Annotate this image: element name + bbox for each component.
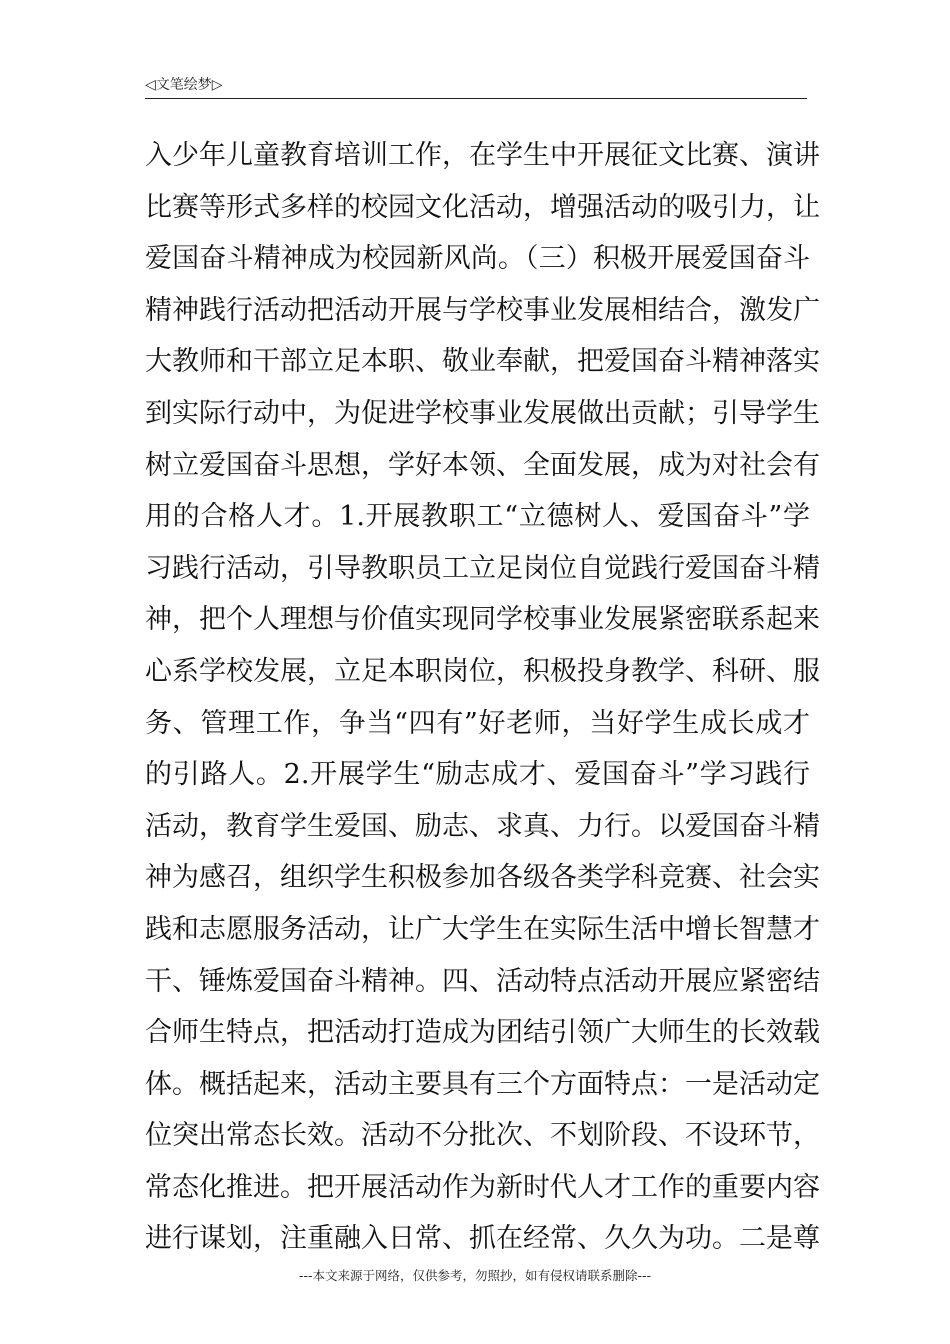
body-line-18: 合师生特点，把活动打造成为团结引领广大师生的长效载 [145,1017,820,1049]
body-line-4: 精神践行活动把活动开展与学校事业发展相结合，激发广 [145,294,820,326]
document-body [145,130,820,1265]
header-title-group [145,76,223,94]
header-title: 文笔绘梦 [155,77,212,93]
body-line-6: 到实际行动中，为促进学校事业发展做出贡献；引导学生 [145,397,820,429]
body-line-19: 体。概括起来，活动主要具有三个方面特点：一是活动定 [145,1068,820,1100]
body-line-5: 大教师和干部立足本职、敬业奉献，把爱国奋斗精神落实 [145,346,820,378]
body-line-2: 比赛等形式多样的校园文化活动，增强活动的吸引力，让 [145,191,820,223]
body-line-14: 活动，教育学生爱国、励志、求真、力行。以爱国奋斗精 [145,810,820,842]
body-line-9: 习践行活动，引导教职员工立足岗位自觉践行爱国奋斗精 [145,552,820,584]
body-line-21: 常态化推进。把开展活动作为新时代人才工作的重要内容 [145,1171,820,1203]
body-line-20: 位突出常态长效。活动不分批次、不划阶段、不设环节， [145,1120,820,1152]
body-line-11: 心系学校发展，立足本职岗位，积极投身教学、科研、服 [145,655,820,687]
body-line-3: 爱国奋斗精神成为校园新风尚。（三）积极开展爱国奋斗 [145,243,810,275]
page-footer-disclaimer: ---本文来源于网络，仅供参考，勿照抄，如有侵权请联系删除--- [298,1268,652,1283]
right-triangle-mark: ▷ [211,77,223,93]
body-line-12: 务、管理工作，争当“四有”好老师，当好学生成长成才 [145,707,810,739]
body-line-1: 入少年儿童教育培训工作，在学生中开展征文比赛、演讲 [145,140,820,171]
body-line-7: 树立爱国奋斗思想，学好本领、全面发展，成为对社会有 [145,449,820,481]
left-triangle-mark: ◁ [145,77,156,93]
body-line-17: 干、锤炼爱国奋斗精神。四、活动特点活动开展应紧密结 [145,965,820,997]
body-line-8: 用的合格人才。1.开展教职工“立德树人、爱国奋斗”学 [145,501,810,533]
body-line-13: 的引路人。2.开展学生“励志成才、爱国奋斗”学习践行 [145,759,810,791]
body-line-22: 进行谋划，注重融入日常、抓在经常、久久为功。二是尊 [145,1223,820,1255]
body-line-15: 神为感召，组织学生积极参加各级各类学科竞赛、社会实 [145,862,820,894]
body-line-10: 神，把个人理想与价值实现同学校事业发展紧密联系起来 [145,604,820,636]
page-header [145,74,807,99]
body-line-16: 践和志愿服务活动，让广大学生在实际生活中增长智慧才 [145,913,820,945]
